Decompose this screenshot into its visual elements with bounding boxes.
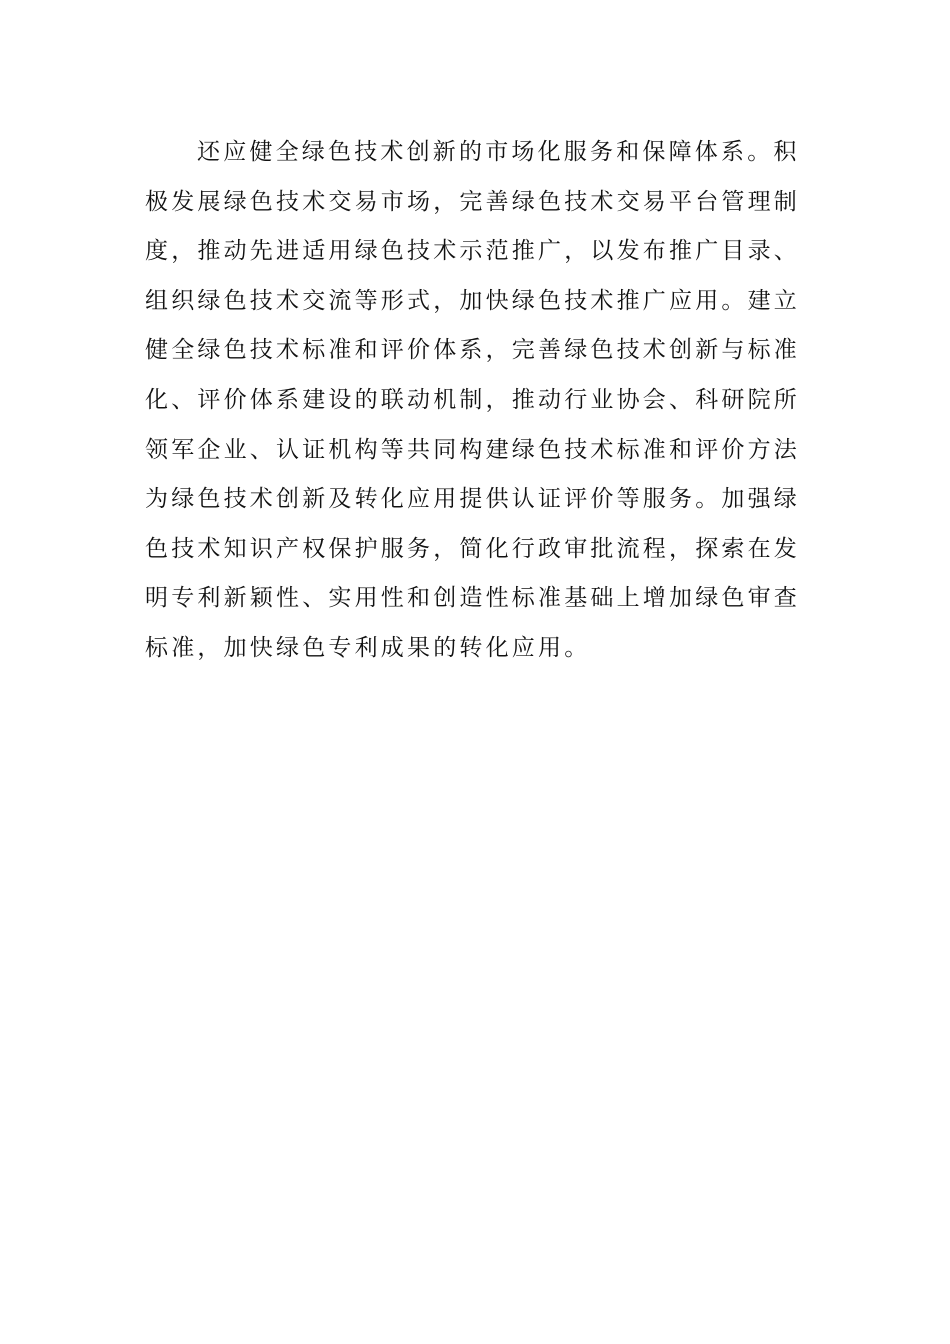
body-paragraph — [145, 128, 807, 674]
paragraph-line-10: 明专利新颖性、实用性和创造性标准基础上增加绿色审查 — [145, 585, 800, 612]
paragraph-line-6: 化、评价体系建设的联动机制，推动行业协会、科研院所 — [145, 386, 800, 413]
paragraph-line-7: 领军企业、认证机构等共同构建绿色技术标准和评价方法 — [145, 436, 800, 463]
paragraph-line-11: 标准，加快绿色专利成果的转化应用。 — [145, 634, 591, 661]
paragraph-line-8: 为绿色技术创新及转化应用提供认证评价等服务。加强绿 — [145, 486, 800, 513]
paragraph-line-1: 还应健全绿色技术创新的市场化服务和保障体系。积 — [197, 139, 800, 165]
paragraph-line-2: 极发展绿色技术交易市场，完善绿色技术交易平台管理制 — [145, 188, 800, 215]
paragraph-line-5: 健全绿色技术标准和评价体系，完善绿色技术创新与标准 — [145, 337, 800, 364]
paragraph-line-4: 组织绿色技术交流等形式，加快绿色技术推广应用。建立 — [145, 287, 800, 314]
paragraph-line-3: 度，推动先进适用绿色技术示范推广，以发布推广目录、 — [145, 238, 800, 265]
paragraph-line-9: 色技术知识产权保护服务，简化行政审批流程，探索在发 — [145, 535, 800, 562]
